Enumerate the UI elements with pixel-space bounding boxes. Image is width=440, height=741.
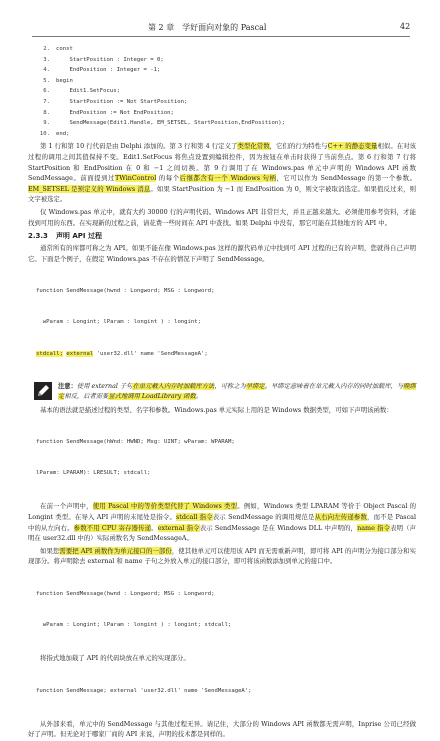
line-number: 2. [43, 46, 50, 52]
text: 相反，后者需要 [64, 393, 109, 401]
highlight: 参数不用 CPU 寄存器传递 [73, 523, 152, 532]
note-box [28, 382, 416, 403]
code-line [28, 76, 416, 87]
text: 。早绑定意味着在单元載入内存的同时加载库，与 [264, 382, 404, 390]
text: 第 1 行和第 10 行代码是由 Delphi 添加的。第 3 行和第 4 行定义了 [40, 142, 238, 151]
paragraph-5 [28, 501, 416, 543]
code-text: SendMessage(Edit1.Handle, EM_SETSEL, StartPosition,EndPosition); [56, 120, 286, 127]
code-line [36, 349, 416, 359]
code-line: function SendMessage(hwnd : Longword; MSG : Longword; [36, 590, 215, 597]
code-line: wParam : Longint; lParam : longint ) : longint; stdcall; [36, 622, 232, 628]
highlight: name 指令 [357, 523, 391, 532]
page-header [0, 22, 440, 36]
header-rule [32, 36, 410, 37]
code-line [28, 86, 416, 97]
highlight: EM_SETSEL 是预定义的 Windows 消息 [28, 184, 151, 193]
code-line [28, 55, 416, 66]
code-text: StartPosition := Not StartPosition; [56, 98, 188, 105]
note-label: 注意： [58, 382, 77, 390]
code-line [28, 118, 416, 129]
note-text [58, 382, 416, 403]
paragraph-1 [28, 141, 416, 205]
code-line: wParam : Longint; lParam : longint ) : longint; [36, 319, 202, 326]
text: 的每个 [156, 174, 180, 183]
paragraph-2: 仅 Windows.pas 单元中，就有大约 30000 行的声明代码。Windows API 非常巨大，并且正越来越大。必须使用参考资料，才能找到可用的东西。在实现新的过程之前，请花费一些时间在 API 中查找。如果 Delphi 中没有，那它可能在其他地方的 API 中。 [28, 207, 416, 227]
highlight: 类型化常数 [237, 142, 270, 151]
code-block-3 [28, 416, 416, 499]
highlight: 后继都含有一个 Windows 句柄 [179, 174, 277, 183]
code-line [28, 65, 416, 76]
text: 如果您 [40, 546, 60, 555]
highlight: TWinControl [115, 174, 157, 183]
chapter-title: 第 2 章 学好面向对象的 Pascal [148, 23, 267, 32]
line-number: 7. [43, 98, 50, 105]
line-number: 10. [39, 130, 50, 137]
highlight: 显式地调用 LoadLibrary 函数 [108, 393, 196, 401]
highlight: 使用 Pascal 中的等价类型代替了 Windows 类型 [92, 502, 238, 511]
text: 。例如，Windows 类型 LPARAM 等价于 Object Pascal 的 Longint 类型。在导入 API 声明的末尾处是指令。 [28, 502, 417, 521]
line-number: 5. [43, 77, 50, 84]
pencil-note-icon [34, 382, 52, 400]
code-text: const [56, 46, 73, 52]
text: 在前一个声明中， [40, 502, 93, 511]
section-title: 声明 API 过程 [55, 232, 102, 241]
code-block-5 [28, 665, 416, 717]
highlight: stdcall; [36, 350, 63, 357]
paragraph-6 [28, 546, 416, 567]
text: 相似。在对该过程的调用之间其值保持不变。Edit1.SetFocus 将焦点设置到编辑控件，因为按钮在单击时获得了当前焦点。第 6 行和第 7 行将 StartPosition 和 EndPosition 在 0 和 −1 之间切换。第 9 行调用了在 Windows.pas 单元中声明的 Windows API 函数 SendMessage。前面提到过 [28, 142, 417, 183]
code-text: EndPosition : Integer = -1; [56, 67, 161, 74]
text: ，它们的行为特性与 [269, 142, 328, 151]
text: ，它可以作为 SendMessage 的第一个参数。 [276, 174, 416, 183]
highlight: 早绑定 [245, 382, 265, 390]
highlight: external [66, 350, 94, 357]
page-number: 42 [400, 22, 411, 31]
text: 表明（声明在 user32.dll 中的）实际函数名为 SendMessageA。 [28, 523, 417, 543]
highlight: 需要把 API 函数作为单元接口的一部份 [59, 546, 172, 555]
code-block-2 [28, 265, 416, 379]
text: 表示 SendMessage 的调用规范是 [212, 513, 315, 521]
text: 。 [195, 393, 203, 401]
text: 。如果 StartPosition 为 −1 而 EndPosition 为 0，则文字被取消选定。如果值反过来，则文字被选定。 [28, 184, 416, 204]
code-text: end; [56, 130, 70, 137]
text: 表示 SendMessage 是在 Windows DLL 中声明的， [199, 523, 358, 532]
text: ，可称之为 [214, 382, 246, 390]
code-text: EndPosition := Not EndPosition; [56, 109, 174, 116]
highlight: 在单元載入内存时加载库方法 [132, 382, 215, 390]
code-block-4 [28, 568, 416, 651]
text: 。 [151, 523, 158, 532]
highlight: stdcall 指令 [176, 513, 213, 521]
code-line [28, 108, 416, 119]
code-text: Edit1.SetFocus; [56, 88, 120, 95]
text: ，使其他单元可以使用该 API 而无需重新声明，即可将 API 的声明分为接口部分和实现部分。将声明除去 external 和 name 子句之外放入单元的接口部分，即可将该函数添加到单元的接口中。 [28, 546, 416, 566]
page-content [28, 44, 416, 741]
code-line: lParam: LPARAM): LRESULT; stdcall; [36, 470, 151, 477]
highlight: 从右向左传递参数 [314, 513, 368, 521]
line-number: 4. [43, 67, 50, 74]
line-number: 3. [43, 56, 50, 63]
code-block-1 [28, 44, 416, 139]
highlight: C++ 的静态变量 [327, 142, 378, 151]
code-line [28, 129, 416, 140]
code-text: 'user32.dll' name 'SendMessageA'; [93, 350, 208, 357]
text: ，而不是 Pascal 中的从左向右。 [28, 513, 417, 532]
line-number: 6. [43, 88, 50, 95]
highlight: 晚绑定 [58, 382, 416, 401]
paragraph-3: 通常所有的库都可称之为 API。如果不能在像 Windows.pas 这样的源代码单元中找到可 API 过程的已有的声明，您就得自己声明它。下面是个例子，在假定 Windows.pas 不存在的情况下声明了 SendMessage。 [28, 244, 416, 263]
section-heading [28, 231, 416, 241]
code-line: function SendMessage(hwnd : Longword; MSG : Longword; [36, 288, 215, 295]
code-line: function SendMessage; external 'user32.dll' name 'SendMessageA'; [36, 687, 252, 694]
highlight: external 指令 [157, 523, 200, 532]
section-number: 2.3.3 [28, 232, 48, 241]
code-text: StartPosition : Integer = 0; [56, 56, 164, 63]
line-number: 9. [43, 120, 50, 127]
paragraph-7: 将指式地加载了 API 的代码块放在单元的实现部分。 [40, 654, 190, 663]
code-line: function SendMessage(hWnd: HWND; Msg: UINT; wParam: WPARAM; [36, 438, 235, 445]
paragraph-4: 基本的语法就是描述过程的类型、名字和参数。Windows.pas 单元实际上用的是 Windows 数据类型，可如下声明该函数： [40, 405, 393, 414]
text: 使用 external 子句 [76, 382, 133, 390]
paragraph-8: 从外部来看，单元中的 SendMessage 与其他过程无异。请记住，大部分的 Windows API 函数都无需声明，Inprise 公司已经做好了声明。但无论对于哪家厂商的 API 来说，声明的技术都是同样的。 [28, 719, 416, 739]
line-number: 8. [43, 109, 50, 116]
code-text: begin [56, 77, 73, 84]
code-line [28, 97, 416, 108]
code-line [28, 44, 416, 55]
